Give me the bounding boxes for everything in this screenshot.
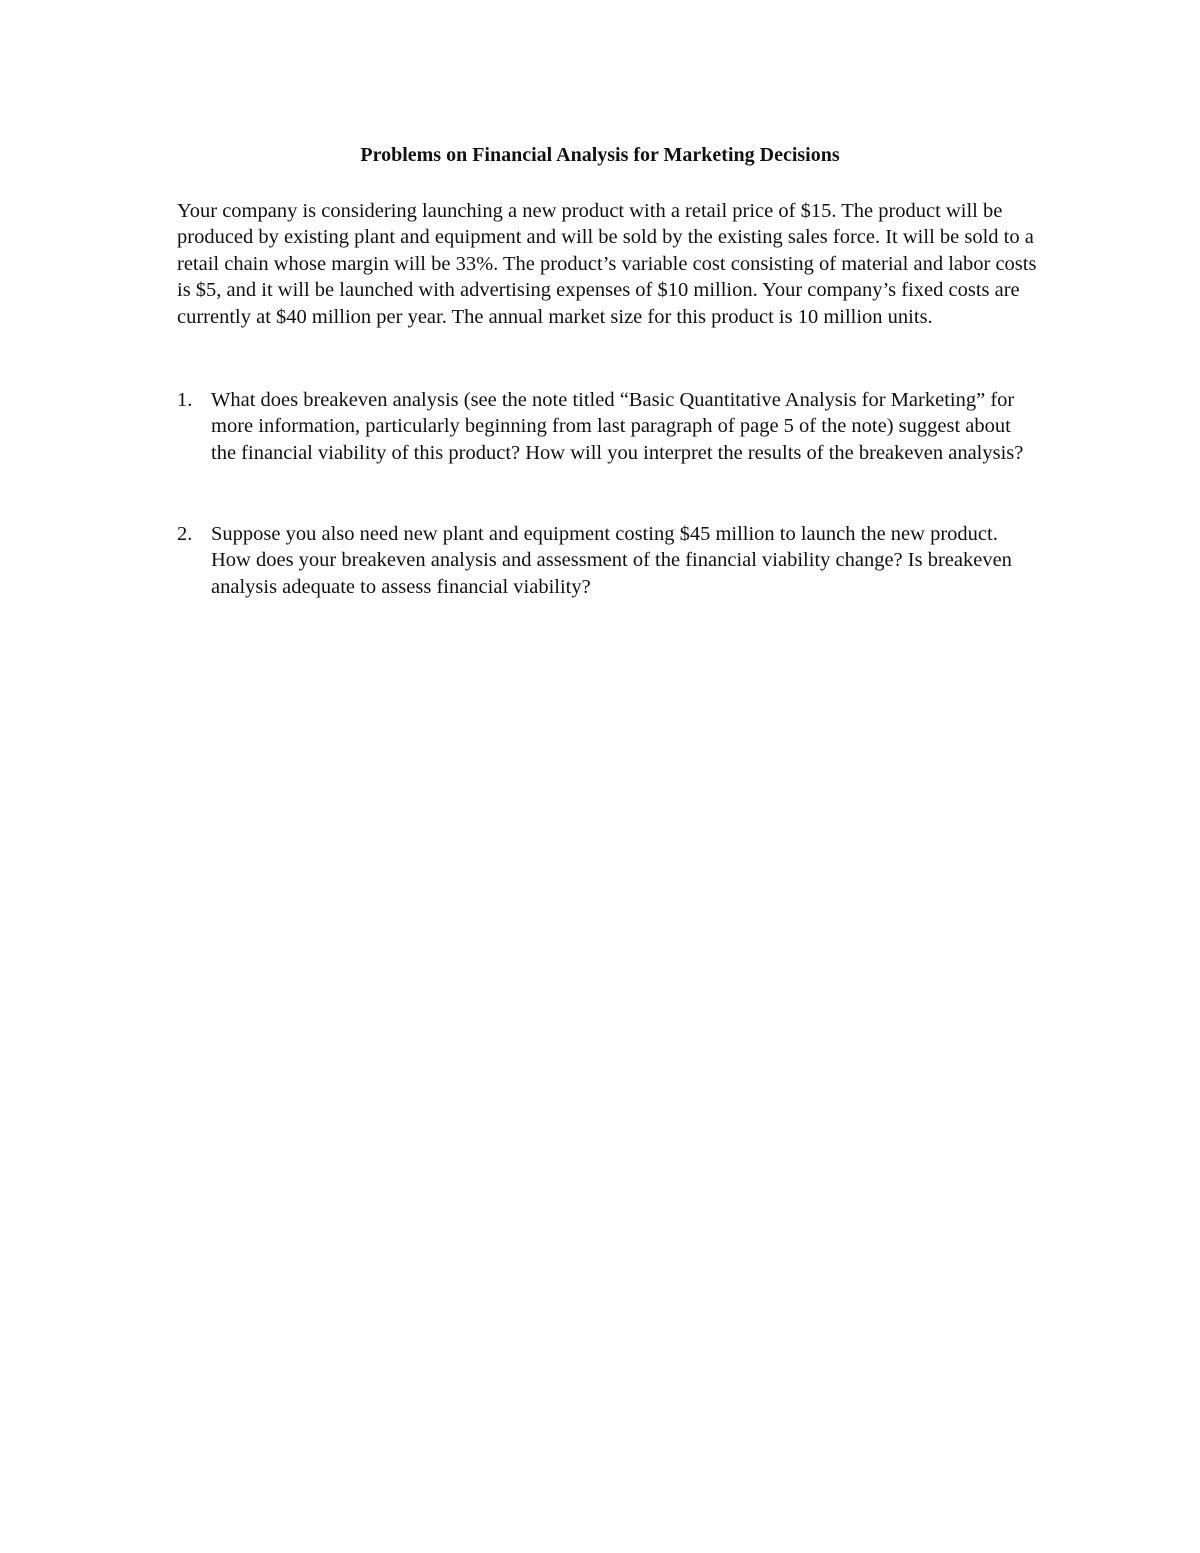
question-item (177, 521, 1037, 600)
question-number: 2. (177, 523, 193, 545)
document-title: Problems on Financial Analysis for Marketing Decisions (360, 144, 840, 166)
question-number: 1. (177, 389, 193, 411)
intro-paragraph: Your company is considering launching a new product with a retail price of $15. The product will be produced by existing plant and equipment and will be sold by the existing sales force. It will be sold to a retail chain whose margin will be 33%. The product’s variable cost consisting of material and labor costs is $5, and it will be launched with advertising expenses of $10 million. Your company’s fixed costs are currently at $40 million per year. The annual market size for this product is 10 million units. (177, 200, 1037, 328)
question-item (177, 387, 1037, 466)
question-text: What does breakeven analysis (see the note titled “Basic Quantitative Analysis for Marketing” for more information, particularly beginning from last paragraph of page 5 of the note) suggest about the financial viability of this product? How will you interpret the results of the breakeven analysis? (211, 389, 1024, 464)
question-text: Suppose you also need new plant and equipment costing $45 million to launch the new product. How does your breakeven analysis and assessment of the financial viability change? Is breakeven analysis adequate to assess financial viability? (211, 523, 1012, 598)
